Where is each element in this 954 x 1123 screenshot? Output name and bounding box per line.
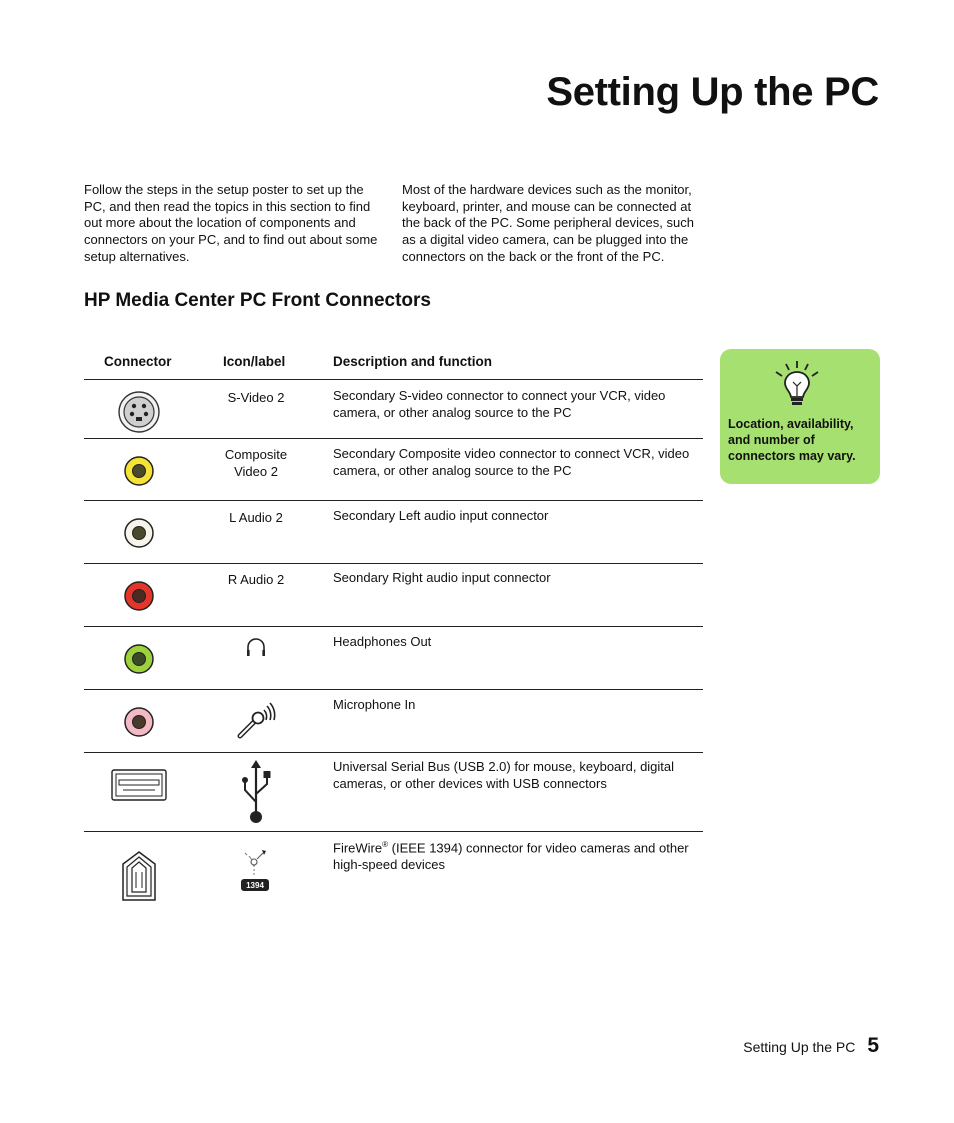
tip-line: Location, availability, [728,417,854,431]
description: Seondary Right audio input connector [333,570,551,585]
firewire-badge: 1394 [246,881,264,890]
tip-line: and number of [728,433,815,447]
description: Headphones Out [333,634,432,649]
pink-audio-jack-icon [84,706,194,738]
tip-line: connectors may vary. [728,449,856,463]
description-text: (IEEE 1394) connector for video cameras and other high-speed devices [333,840,689,872]
intro-paragraph-right: Most of the hardware devices such as the monitor, keyboard, printer, and mouse can be connected at the back of the PC. Some peripheral devices, such as a digital video camera, can be plugged into the connectors on the back or the front of the PC. [402,182,694,264]
firewire-icon [194,846,318,897]
table-row [84,564,703,627]
lightbulb-icon [771,358,823,415]
description [333,837,698,873]
description: Microphone In [333,697,416,712]
tip-box [720,349,880,484]
page-title: Setting Up the PC [546,70,879,114]
firewire-port-icon [84,850,194,902]
svideo-connector-icon [84,390,194,434]
usb-icon [194,758,318,829]
page-footer [743,1034,879,1058]
table-row [84,380,703,439]
green-audio-jack-icon [84,643,194,675]
footer-text: Setting Up the PC [743,1039,856,1055]
yellow-rca-jack-icon [84,455,194,487]
table-row [84,627,703,690]
registered-mark: ® [382,840,389,849]
table-row [84,501,703,564]
red-rca-jack-icon [84,580,194,612]
table-header [84,348,703,380]
header-connector: Connector [104,354,172,369]
white-rca-jack-icon [84,517,194,549]
intro-paragraph-left: Follow the steps in the setup poster to set up the PC, and then read the topics in this section to find out more about the location of components and connectors on your PC, and to find out about some setup alternatives. [84,182,378,264]
section-title: HP Media Center PC Front Connectors [84,290,431,311]
label-text: Composite [224,447,288,462]
description: Universal Serial Bus (USB 2.0) for mouse, keyboard, digital cameras, or other devices with USB connectors [333,759,675,791]
label-text: L Audio 2 [229,510,283,525]
table-row [84,439,703,501]
header-icon-label: Icon/label [223,354,286,369]
label-text: Video 2 [234,463,278,479]
label-text: S-Video 2 [227,390,285,405]
icon-label [194,572,318,589]
page-number: 5 [867,1034,879,1057]
table-row [84,753,703,832]
description: Secondary Composite video connector to connect VCR, video camera, or other analog source to the PC [333,446,690,478]
tip-text [728,416,878,464]
description: Secondary S-video connector to connect your VCR, video camera, or other analog source to the PC [333,388,666,420]
table-row [84,832,703,904]
icon-label [194,447,318,480]
usb-port-icon [84,769,194,801]
header-description: Description and function [333,354,493,369]
description-text: FireWire [333,840,383,856]
headphones-icon [194,635,318,664]
microphone-icon [194,700,318,745]
table-row [84,690,703,753]
icon-label [194,510,318,527]
label-text: R Audio 2 [227,572,285,587]
icon-label [194,390,318,407]
connector-table [84,348,703,904]
description: Secondary Left audio input connector [333,508,549,523]
